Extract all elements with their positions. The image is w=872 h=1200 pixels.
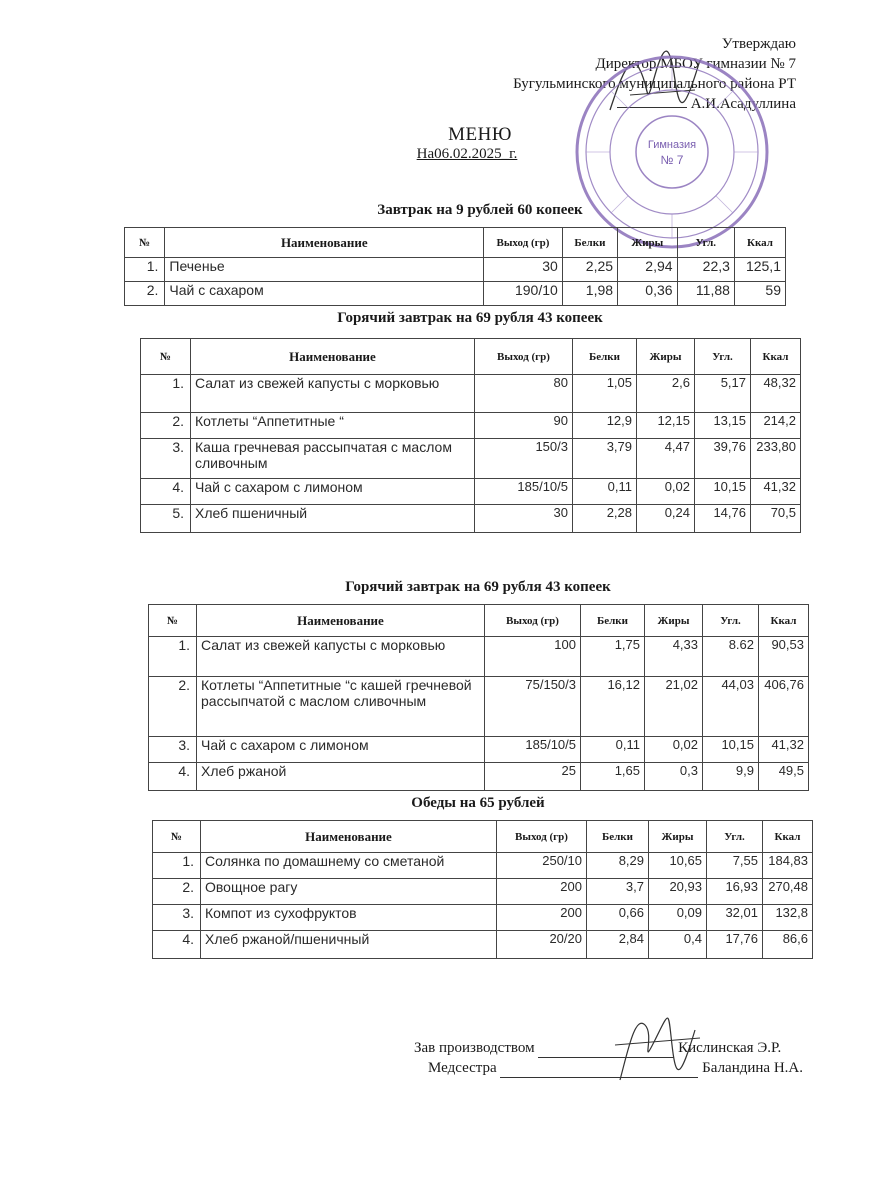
cell-carbs: 14,76 xyxy=(695,505,751,533)
cell-fat: 0,02 xyxy=(645,737,703,763)
cell-protein: 0,66 xyxy=(587,905,649,931)
signer-row-1 xyxy=(414,1038,803,1058)
table-row xyxy=(141,439,801,479)
table-row xyxy=(153,931,813,959)
table-hot-breakfast-1 xyxy=(140,338,801,533)
cell-kcal: 90,53 xyxy=(759,637,809,677)
cell-protein: 2,25 xyxy=(562,258,617,282)
signer-role-2: Медсестра xyxy=(428,1060,497,1076)
cell-no: 1. xyxy=(125,258,165,282)
cell-output: 150/3 xyxy=(475,439,573,479)
cell-carbs: 8.62 xyxy=(703,637,759,677)
cell-protein: 1,65 xyxy=(581,763,645,791)
col-output: Выход (гр) xyxy=(497,821,587,853)
cell-output: 200 xyxy=(497,879,587,905)
cell-fat: 20,93 xyxy=(649,879,707,905)
cell-kcal: 406,76 xyxy=(759,677,809,737)
signatures-block xyxy=(414,1038,803,1078)
table-row xyxy=(125,258,786,282)
table-hot-breakfast-2 xyxy=(148,604,809,791)
cell-fat: 4,47 xyxy=(637,439,695,479)
menu-date: На06.02.2025_г. xyxy=(416,146,518,162)
cell-no: 4. xyxy=(141,479,191,505)
table-row xyxy=(149,677,809,737)
cell-carbs: 44,03 xyxy=(703,677,759,737)
signer-name-1: Кислинская Э.Р. xyxy=(678,1040,782,1056)
cell-name: Компот из сухофруктов xyxy=(201,905,497,931)
cell-name: Салат из свежей капусты с морковью xyxy=(197,637,485,677)
col-kcal: Ккал xyxy=(759,605,809,637)
cell-output: 200 xyxy=(497,905,587,931)
col-protein: Белки xyxy=(587,821,649,853)
col-carbs: Угл. xyxy=(703,605,759,637)
cell-protein: 2,28 xyxy=(573,505,637,533)
cell-fat: 0,4 xyxy=(649,931,707,959)
cell-kcal: 132,8 xyxy=(763,905,813,931)
cell-no: 3. xyxy=(153,905,201,931)
table-header-row xyxy=(141,339,801,375)
table-row xyxy=(149,763,809,791)
cell-fat: 4,33 xyxy=(645,637,703,677)
col-name: Наименование xyxy=(197,605,485,637)
cell-name: Чай с сахаром xyxy=(165,282,484,306)
cell-carbs: 7,55 xyxy=(707,853,763,879)
cell-no: 2. xyxy=(153,879,201,905)
cell-no: 4. xyxy=(153,931,201,959)
col-output: Выход (гр) xyxy=(485,605,581,637)
col-fat: Жиры xyxy=(649,821,707,853)
cell-carbs: 11,88 xyxy=(677,282,734,306)
col-output: Выход (гр) xyxy=(484,228,563,258)
table-row xyxy=(149,737,809,763)
table-header-row xyxy=(149,605,809,637)
section-title-hot-breakfast-2: Горячий завтрак на 69 рубля 43 копеек xyxy=(345,579,611,595)
col-kcal: Ккал xyxy=(763,821,813,853)
table-breakfast xyxy=(124,227,786,306)
cell-name: Котлеты “Аппетитные “ xyxy=(191,413,475,439)
cell-protein: 12,9 xyxy=(573,413,637,439)
cell-name: Хлеб ржаной/пшеничный xyxy=(201,931,497,959)
table-row xyxy=(141,375,801,413)
cell-fat: 0,3 xyxy=(645,763,703,791)
cell-no: 3. xyxy=(141,439,191,479)
cell-kcal: 184,83 xyxy=(763,853,813,879)
cell-protein: 16,12 xyxy=(581,677,645,737)
col-no: № xyxy=(125,228,165,258)
cell-kcal: 70,5 xyxy=(751,505,801,533)
approval-line-3: Бугульминского муниципального района РТ xyxy=(513,76,796,92)
stamp-text-1: Гимназия xyxy=(647,139,697,151)
cell-no: 2. xyxy=(141,413,191,439)
col-name: Наименование xyxy=(201,821,497,853)
cell-carbs: 22,3 xyxy=(677,258,734,282)
cell-name: Солянка по домашнему со сметаной xyxy=(201,853,497,879)
cell-fat: 10,65 xyxy=(649,853,707,879)
table-row xyxy=(141,505,801,533)
cell-name: Салат из свежей капусты с морковью xyxy=(191,375,475,413)
cell-kcal: 214,2 xyxy=(751,413,801,439)
cell-kcal: 41,32 xyxy=(759,737,809,763)
cell-no: 1. xyxy=(141,375,191,413)
cell-protein: 2,84 xyxy=(587,931,649,959)
cell-kcal: 48,32 xyxy=(751,375,801,413)
cell-kcal: 49,5 xyxy=(759,763,809,791)
table-row xyxy=(141,413,801,439)
cell-output: 250/10 xyxy=(497,853,587,879)
cell-output: 20/20 xyxy=(497,931,587,959)
col-no: № xyxy=(141,339,191,375)
cell-protein: 3,7 xyxy=(587,879,649,905)
cell-no: 2. xyxy=(125,282,165,306)
cell-fat: 0,09 xyxy=(649,905,707,931)
cell-protein: 3,79 xyxy=(573,439,637,479)
cell-carbs: 10,15 xyxy=(703,737,759,763)
cell-name: Хлеб ржаной xyxy=(197,763,485,791)
cell-output: 80 xyxy=(475,375,573,413)
signer-row-2 xyxy=(414,1058,803,1078)
table-row xyxy=(141,479,801,505)
col-kcal: Ккал xyxy=(751,339,801,375)
cell-protein: 0,11 xyxy=(581,737,645,763)
col-protein: Белки xyxy=(562,228,617,258)
cell-name: Чай с сахаром с лимоном xyxy=(191,479,475,505)
signer-name-2: Баландина Н.А. xyxy=(702,1060,804,1076)
section-title-hot-breakfast-1: Горячий завтрак на 69 рубля 43 копеек xyxy=(337,310,603,326)
col-no: № xyxy=(149,605,197,637)
col-carbs: Угл. xyxy=(695,339,751,375)
cell-protein: 8,29 xyxy=(587,853,649,879)
cell-carbs: 32,01 xyxy=(707,905,763,931)
col-fat: Жиры xyxy=(645,605,703,637)
section-title-breakfast: Завтрак на 9 рублей 60 копеек xyxy=(377,202,583,218)
cell-kcal: 59 xyxy=(734,282,785,306)
col-fat: Жиры xyxy=(637,339,695,375)
cell-carbs: 39,76 xyxy=(695,439,751,479)
cell-protein: 1,05 xyxy=(573,375,637,413)
cell-protein: 1,75 xyxy=(581,637,645,677)
cell-output: 100 xyxy=(485,637,581,677)
col-protein: Белки xyxy=(573,339,637,375)
cell-name: Хлеб пшеничный xyxy=(191,505,475,533)
col-carbs: Угл. xyxy=(677,228,734,258)
cell-output: 185/10/5 xyxy=(485,737,581,763)
cell-name: Котлеты “Аппетитные “с кашей гречневой рассыпчатой с маслом сливочным xyxy=(197,677,485,737)
col-fat: Жиры xyxy=(618,228,678,258)
cell-output: 30 xyxy=(484,258,563,282)
cell-carbs: 16,93 xyxy=(707,879,763,905)
cell-fat: 0,36 xyxy=(618,282,678,306)
table-header-row xyxy=(153,821,813,853)
cell-output: 25 xyxy=(485,763,581,791)
cell-fat: 0,24 xyxy=(637,505,695,533)
cell-carbs: 13,15 xyxy=(695,413,751,439)
cell-no: 3. xyxy=(149,737,197,763)
stamp-text-2: № 7 xyxy=(660,153,684,167)
cell-kcal: 86,6 xyxy=(763,931,813,959)
table-row xyxy=(153,905,813,931)
director-name: А.И.Асадуллина xyxy=(690,96,796,112)
section-title-lunch: Обеды на 65 рублей xyxy=(411,795,545,811)
cell-no: 1. xyxy=(149,637,197,677)
cell-protein: 0,11 xyxy=(573,479,637,505)
col-name: Наименование xyxy=(191,339,475,375)
cell-name: Овощное рагу xyxy=(201,879,497,905)
signer-role-1: Зав производством xyxy=(414,1040,535,1056)
col-output: Выход (гр) xyxy=(475,339,573,375)
cell-no: 2. xyxy=(149,677,197,737)
cell-name: Чай с сахаром с лимоном xyxy=(197,737,485,763)
cell-no: 1. xyxy=(153,853,201,879)
cell-no: 4. xyxy=(149,763,197,791)
cell-kcal: 41,32 xyxy=(751,479,801,505)
cell-output: 185/10/5 xyxy=(475,479,573,505)
table-row xyxy=(153,879,813,905)
col-protein: Белки xyxy=(581,605,645,637)
col-no: № xyxy=(153,821,201,853)
table-row xyxy=(149,637,809,677)
cell-fat: 21,02 xyxy=(645,677,703,737)
cell-name: Каша гречневая рассыпчатая с маслом сливочным xyxy=(191,439,475,479)
col-carbs: Угл. xyxy=(707,821,763,853)
cell-carbs: 10,15 xyxy=(695,479,751,505)
table-row xyxy=(153,853,813,879)
col-name: Наименование xyxy=(165,228,484,258)
cell-protein: 1,98 xyxy=(562,282,617,306)
cell-output: 190/10 xyxy=(484,282,563,306)
cell-fat: 12,15 xyxy=(637,413,695,439)
cell-kcal: 233,80 xyxy=(751,439,801,479)
cell-carbs: 9,9 xyxy=(703,763,759,791)
cell-carbs: 17,76 xyxy=(707,931,763,959)
approval-line-1: Утверждаю xyxy=(721,36,796,52)
cell-fat: 2,94 xyxy=(618,258,678,282)
menu-title: МЕНЮ xyxy=(448,124,512,145)
cell-kcal: 125,1 xyxy=(734,258,785,282)
cell-name: Печенье xyxy=(165,258,484,282)
approval-line-2: Директор МБОУ гимназии № 7 xyxy=(595,56,796,72)
cell-output: 90 xyxy=(475,413,573,439)
table-header-row xyxy=(125,228,786,258)
cell-kcal: 270,48 xyxy=(763,879,813,905)
col-kcal: Ккал xyxy=(734,228,785,258)
table-lunch xyxy=(152,820,813,959)
cell-fat: 2,6 xyxy=(637,375,695,413)
cell-fat: 0,02 xyxy=(637,479,695,505)
cell-carbs: 5,17 xyxy=(695,375,751,413)
cell-output: 30 xyxy=(475,505,573,533)
cell-output: 75/150/3 xyxy=(485,677,581,737)
table-row xyxy=(125,282,786,306)
cell-no: 5. xyxy=(141,505,191,533)
